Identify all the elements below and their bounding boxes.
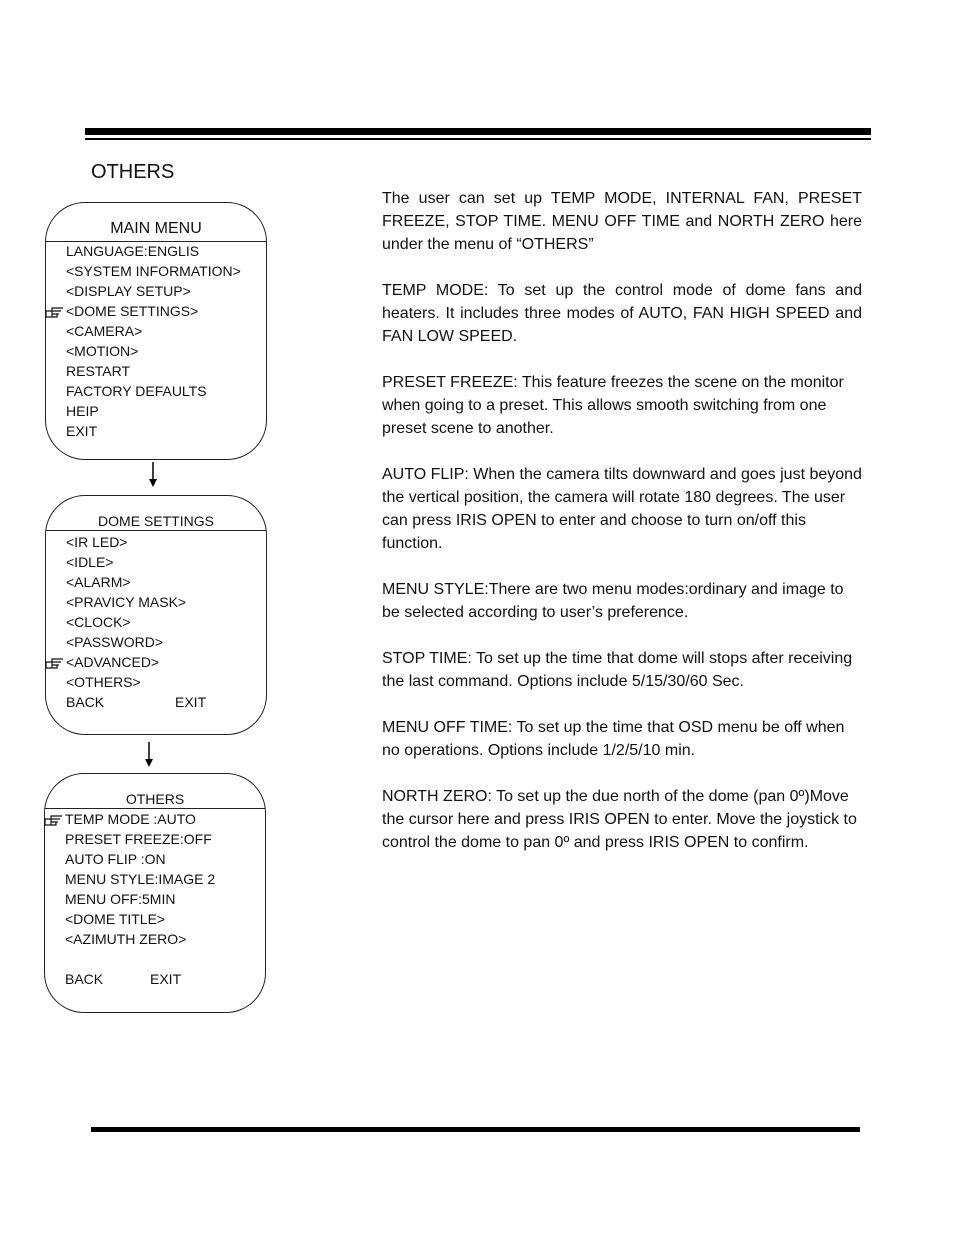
menu-item-restart[interactable] xyxy=(66,361,258,381)
menu-item-label: <OTHERS> xyxy=(66,674,141,690)
others-menu-title: OTHERS xyxy=(125,791,185,807)
stop-time-paragraph: STOP TIME: To set up the time that dome will stops after receiving the last command. Options include 5/15/30/60 Sec. xyxy=(382,650,853,690)
temp-mode-paragraph: TEMP MODE: To set up the control mode of dome fans and heaters. It includes three modes of AUTO, FAN HIGH SPEED and FAN LOW SPEED. xyxy=(382,282,862,345)
footer-rule xyxy=(91,1127,860,1132)
back-exit-row xyxy=(66,692,258,712)
menu-item-azimuth-zero[interactable] xyxy=(65,929,257,949)
exit-button[interactable]: EXIT xyxy=(150,971,182,987)
menu-item-label: FACTORY DEFAULTS xyxy=(66,383,207,399)
menu-item-label: <PRAVICY MASK> xyxy=(66,594,187,610)
menu-item-camera[interactable] xyxy=(66,321,258,341)
preset-freeze-paragraph: PRESET FREEZE: This feature freezes the scene on the monitor when going to a preset. This allows smooth switching from one preset scene to another. xyxy=(382,374,844,437)
menu-item-label: <PASSWORD> xyxy=(66,634,163,650)
menu-item-label: <ALARM> xyxy=(66,574,131,590)
menu-item-exit[interactable] xyxy=(66,421,258,441)
main-menu-title: MAIN MENU xyxy=(110,220,202,237)
menu-item-others[interactable] xyxy=(66,672,258,692)
pointing-hand-icon xyxy=(45,302,65,320)
menu-item-preset-freeze[interactable] xyxy=(65,829,257,849)
menu-item-privacy-mask[interactable] xyxy=(66,592,258,612)
menu-item-menu-style[interactable] xyxy=(65,869,257,889)
menu-item-label: MENU STYLE:IMAGE 2 xyxy=(65,871,216,887)
menu-item-factory-defaults[interactable] xyxy=(66,381,258,401)
menu-off-time-paragraph: MENU OFF TIME: To set up the time that OSD menu be off when no operations. Options include 1/2/5/10 min. xyxy=(382,719,845,759)
back-button[interactable]: BACK xyxy=(65,971,104,987)
north-zero-paragraph: NORTH ZERO: To set up the due north of the dome (pan 0º)Move the cursor here and press IRIS OPEN to enter. Move the joystick to control the dome to pan 0º and press IRIS OPEN to confirm. xyxy=(382,788,857,851)
header-rule-thin xyxy=(85,138,871,140)
dome-settings-divider xyxy=(46,530,266,531)
description-text xyxy=(382,187,862,877)
menu-item-ir-led[interactable] xyxy=(66,532,258,552)
pointing-hand-icon xyxy=(45,653,65,671)
menu-item-system-information[interactable] xyxy=(66,261,258,281)
menu-item-label: <CAMERA> xyxy=(66,323,143,339)
menu-item-auto-flip[interactable] xyxy=(65,849,257,869)
menu-item-idle[interactable] xyxy=(66,552,258,572)
menu-item-temp-mode[interactable] xyxy=(65,809,257,829)
menu-item-clock[interactable] xyxy=(66,612,258,632)
others-menu-box xyxy=(44,773,266,1013)
menu-item-label: TEMP MODE :AUTO xyxy=(65,811,196,827)
others-menu-list xyxy=(65,809,257,989)
menu-item-dome-settings[interactable] xyxy=(66,301,258,321)
menu-item-alarm[interactable] xyxy=(66,572,258,592)
auto-flip-paragraph: AUTO FLIP: When the camera tilts downward and goes just beyond the vertical position, the camera will rotate 180 degrees. The user can press IRIS OPEN to enter and choose to turn on/off this function. xyxy=(382,466,862,552)
menu-item-display-setup[interactable] xyxy=(66,281,258,301)
menu-style-paragraph: MENU STYLE:There are two menu modes:ordinary and image to be selected according to user’s preference. xyxy=(382,581,844,621)
back-button[interactable]: BACK xyxy=(66,694,105,710)
section-title: OTHERS xyxy=(91,161,175,183)
down-arrow-icon xyxy=(144,742,154,768)
menu-item-label: <DISPLAY SETUP> xyxy=(66,283,191,299)
menu-item-password[interactable] xyxy=(66,632,258,652)
dome-settings-box xyxy=(45,495,267,735)
menu-item-label: MENU OFF:5MIN xyxy=(65,891,176,907)
menu-item-label: <MOTION> xyxy=(66,343,139,359)
menu-item-label: <IR LED> xyxy=(66,534,128,550)
menu-item-label: <AZIMUTH ZERO> xyxy=(65,931,187,947)
menu-spacer xyxy=(65,949,257,969)
menu-item-label: EXIT xyxy=(66,423,98,439)
menu-item-label: <DOME TITLE> xyxy=(65,911,166,927)
menu-item-label: RESTART xyxy=(66,363,131,379)
main-menu-box xyxy=(45,202,267,460)
menu-item-label: HEIP xyxy=(66,403,99,419)
header-rule xyxy=(85,128,871,135)
menu-item-label: <SYSTEM INFORMATION> xyxy=(66,263,241,279)
intro-paragraph: The user can set up TEMP MODE, INTERNAL FAN, PRESET FREEZE, STOP TIME. MENU OFF TIME and NORTH ZERO here under the menu of “OTHERS” xyxy=(382,190,862,253)
menu-item-dome-title[interactable] xyxy=(65,909,257,929)
main-menu-list xyxy=(66,241,258,441)
menu-item-label: <CLOCK> xyxy=(66,614,131,630)
menu-item-label: <IDLE> xyxy=(66,554,114,570)
menu-item-help[interactable] xyxy=(66,401,258,421)
menu-item-label: <DOME SETTINGS> xyxy=(66,303,199,319)
down-arrow-icon xyxy=(148,462,158,488)
exit-button[interactable]: EXIT xyxy=(175,694,207,710)
menu-item-language[interactable] xyxy=(66,241,258,261)
menu-item-label: LANGUAGE:ENGLIS xyxy=(66,243,200,259)
pointing-hand-icon xyxy=(44,810,64,828)
menu-item-label: PRESET FREEZE:OFF xyxy=(65,831,212,847)
menu-item-label: AUTO FLIP :ON xyxy=(65,851,166,867)
menu-item-advanced[interactable] xyxy=(66,652,258,672)
dome-settings-list xyxy=(66,532,258,712)
dome-settings-title: DOME SETTINGS xyxy=(98,513,214,529)
menu-item-motion[interactable] xyxy=(66,341,258,361)
back-exit-row xyxy=(65,969,257,989)
menu-item-menu-off[interactable] xyxy=(65,889,257,909)
menu-item-label: <ADVANCED> xyxy=(66,654,160,670)
